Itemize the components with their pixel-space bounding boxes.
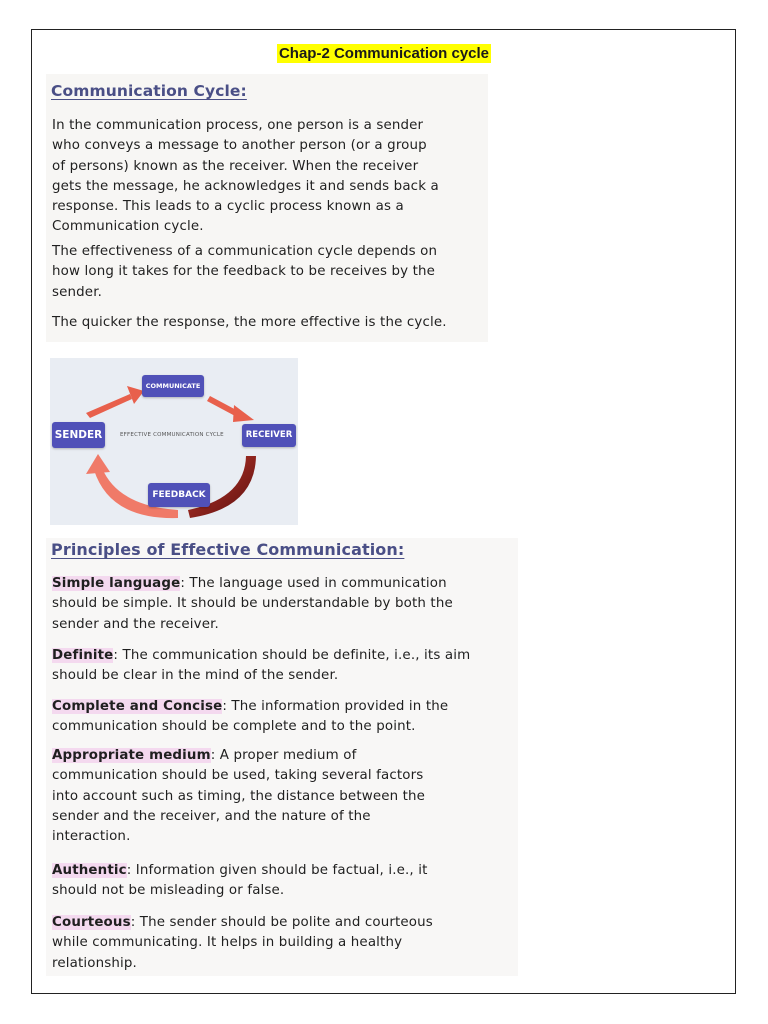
text-line: how long it takes for the feedback to be receives by the <box>52 264 436 280</box>
term-simple-language: Simple language <box>52 576 181 591</box>
section-heading-principles: Principles of Effective Communication: <box>51 540 405 559</box>
principle-authentic <box>52 861 522 902</box>
text-line: : Information given should be factual, i.e., it <box>126 863 428 878</box>
term-appropriate-medium: Appropriate medium <box>52 748 211 763</box>
document-title: Chap-2 Communication cycle <box>278 45 490 62</box>
text-line: gets the message, he acknowledges it and sends back a <box>52 178 439 194</box>
text-line: Communication cycle. <box>52 219 204 235</box>
text-line: into account such as timing, the distance between the <box>52 788 426 804</box>
text-line: : The language used in communication <box>180 576 447 591</box>
term-authentic: Authentic <box>52 863 127 878</box>
text-line: while communicating. It helps in building a healthy <box>52 935 403 951</box>
text-line: communication should be complete and to the point. <box>52 719 416 735</box>
text-line: sender. <box>52 284 103 300</box>
term-definite: Definite <box>52 648 114 663</box>
text-line: : The information provided in the <box>222 699 449 714</box>
text-line: communication should be used, taking several factors <box>52 768 424 784</box>
arrow-communicate-to-receiver <box>207 396 254 422</box>
text-line: should not be misleading or false. <box>52 883 285 899</box>
text-line: The effectiveness of a communication cycle depends on <box>52 244 438 259</box>
principle-definite <box>52 646 522 687</box>
arrow-sender-to-communicate <box>86 386 144 418</box>
text-line: response. This leads to a cyclic process known as a <box>52 199 404 215</box>
text-line: sender and the receiver, and the nature of the <box>52 808 371 824</box>
section-heading-communication-cycle: Communication Cycle: <box>51 82 247 100</box>
text-line: sender and the receiver. <box>52 616 219 632</box>
diagram-center-label: EFFECTIVE COMMUNICATION CYCLE <box>120 432 224 438</box>
paragraph-quicker-response: The quicker the response, the more effective is the cycle. <box>52 315 447 330</box>
text-line: of persons) known as the receiver. When the receiver <box>52 158 419 174</box>
text-line: In the communication process, one person is a sender <box>52 118 424 133</box>
communication-cycle-diagram <box>50 358 298 525</box>
paragraph-intro <box>52 116 492 238</box>
principle-appropriate-medium <box>52 746 522 847</box>
text-line: who conveys a message to another person (or a group <box>52 138 427 154</box>
text-line: relationship. <box>52 955 137 971</box>
receiver-node: RECEIVER <box>242 424 296 447</box>
text-line: : The communication should be definite, i.e., its aim <box>113 648 471 663</box>
text-line: should be simple. It should be understandable by both the <box>52 596 453 612</box>
text-line: : A proper medium of <box>210 748 357 763</box>
principle-simple-language <box>52 574 522 635</box>
principle-courteous <box>52 913 522 974</box>
communicate-node: COMMUNICATE <box>142 375 204 397</box>
term-courteous: Courteous <box>52 915 131 930</box>
term-complete-concise: Complete and Concise <box>52 699 223 714</box>
paragraph-effectiveness <box>52 242 492 303</box>
sender-node: SENDER <box>52 422 105 448</box>
text-line: : The sender should be polite and courteous <box>130 915 433 930</box>
text-line: interaction. <box>52 829 131 845</box>
text-line: should be clear in the mind of the sender. <box>52 668 339 684</box>
feedback-node: FEEDBACK <box>148 483 210 507</box>
principle-complete-concise <box>52 697 522 738</box>
